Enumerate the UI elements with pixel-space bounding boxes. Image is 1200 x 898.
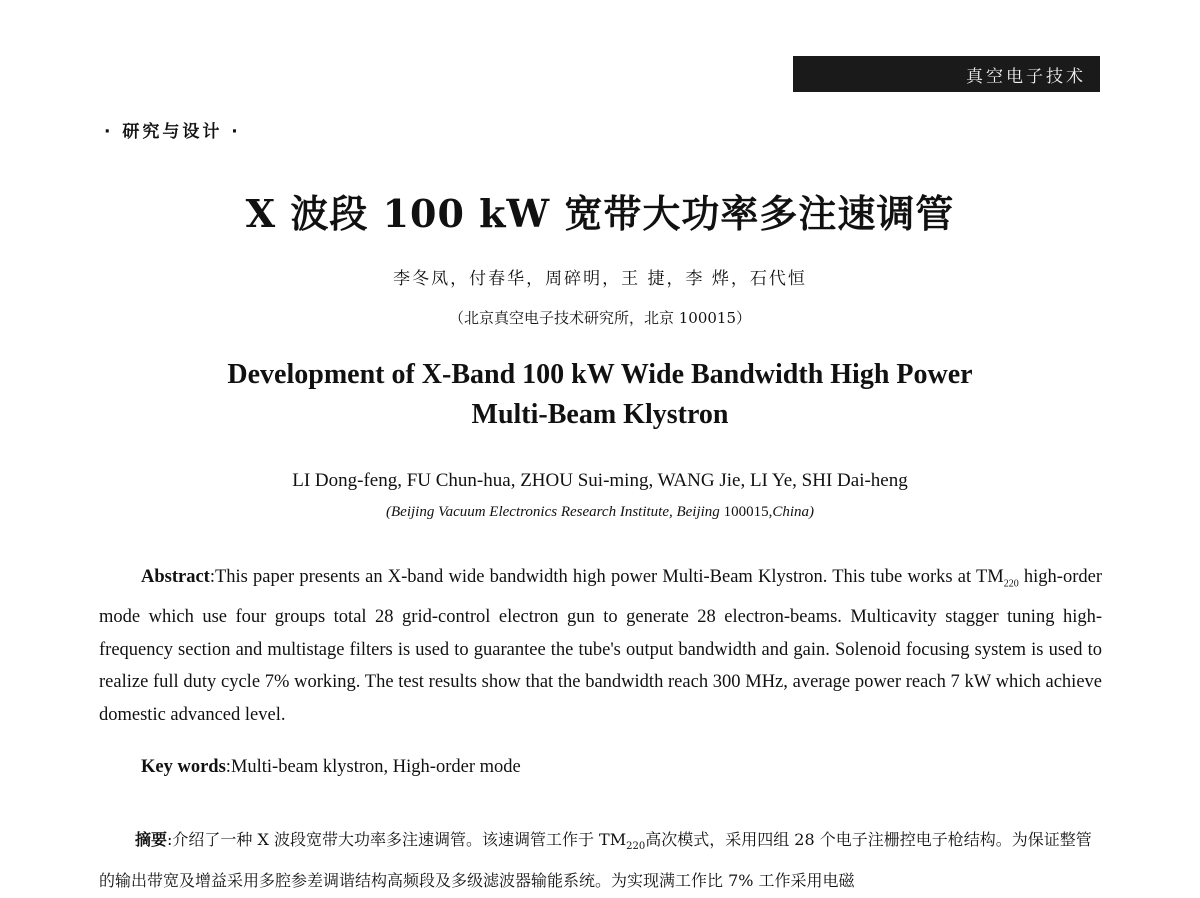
journal-header-banner bbox=[793, 56, 1100, 92]
abstract-text-part-2: high-order mode which use four groups total 28 grid-control electron gun to generate 28 electron-beams. Multicavity stagger tuning high-frequency section and multistage filters is used to guarantee the tube's output bandwidth and gain. Solenoid focusing system is used to realize full duty cycle 7% working. The test results show that the bandwidth reach 300 MHz, average power reach 7 kW which achieve domestic advanced level. bbox=[99, 567, 1102, 725]
affiliation-institute: (Beijing Vacuum Electronics Research Institute, Beijing bbox=[386, 504, 720, 520]
affiliation-country: China) bbox=[772, 504, 814, 520]
affiliation-postal-code: 100015, bbox=[719, 504, 773, 520]
english-keywords bbox=[141, 757, 521, 778]
chinese-authors: 李冬凤，付春华，周碎明，王 捷，李 烨，石代恒 bbox=[393, 269, 807, 289]
keywords-text: Multi-beam klystron, High-order mode bbox=[230, 757, 521, 777]
chinese-title: X 波段 100 kW 宽带大功率多注速调管 bbox=[245, 191, 955, 236]
journal-name: 真空电子技术 bbox=[966, 66, 1086, 87]
abstract-label: Abstract bbox=[141, 567, 210, 587]
english-abstract bbox=[99, 561, 1102, 731]
chinese-abstract-text-part-1: 介绍了一种 X 波段宽带大功率多注速调管。该速调管工作于 TM bbox=[172, 830, 627, 849]
english-title bbox=[0, 355, 1200, 435]
keywords-separator: : bbox=[225, 757, 231, 777]
abstract-text-part-1: This paper presents an X-band wide bandwidth high power Multi-Beam Klystron. This tube works at TM bbox=[214, 567, 1004, 587]
english-authors: LI Dong-feng, FU Chun-hua, ZHOU Sui-ming, WANG Jie, LI Ye, SHI Dai-heng bbox=[292, 470, 908, 491]
chinese-abstract-label: 摘要 bbox=[135, 830, 168, 849]
chinese-abstract bbox=[99, 823, 1102, 898]
abstract-separator: : bbox=[209, 567, 215, 587]
english-affiliation bbox=[0, 504, 1200, 521]
keywords-label: Key words bbox=[141, 757, 226, 777]
chinese-abstract-text-part-2: 高次模式，采用四组 28 个电子注栅控电子枪结构。为保证整管的输出带宽及增益采用多腔参差调谐结构高频段及多级滤波器输能系统。为实现满工作比 7% 工作采用电磁 bbox=[99, 830, 1092, 891]
english-title-line-1: Development of X-Band 100 kW Wide Bandwidth High Power bbox=[227, 359, 973, 390]
mode-subscript: 220 bbox=[1003, 578, 1019, 590]
chinese-affiliation: （北京真空电子技术研究所，北京 100015） bbox=[448, 309, 752, 327]
section-tag: · 研究与设计 · bbox=[104, 122, 241, 142]
english-title-line-2: Multi-Beam Klystron bbox=[471, 399, 729, 430]
chinese-abstract-separator: : bbox=[167, 830, 173, 849]
chinese-mode-subscript: 220 bbox=[626, 841, 646, 853]
